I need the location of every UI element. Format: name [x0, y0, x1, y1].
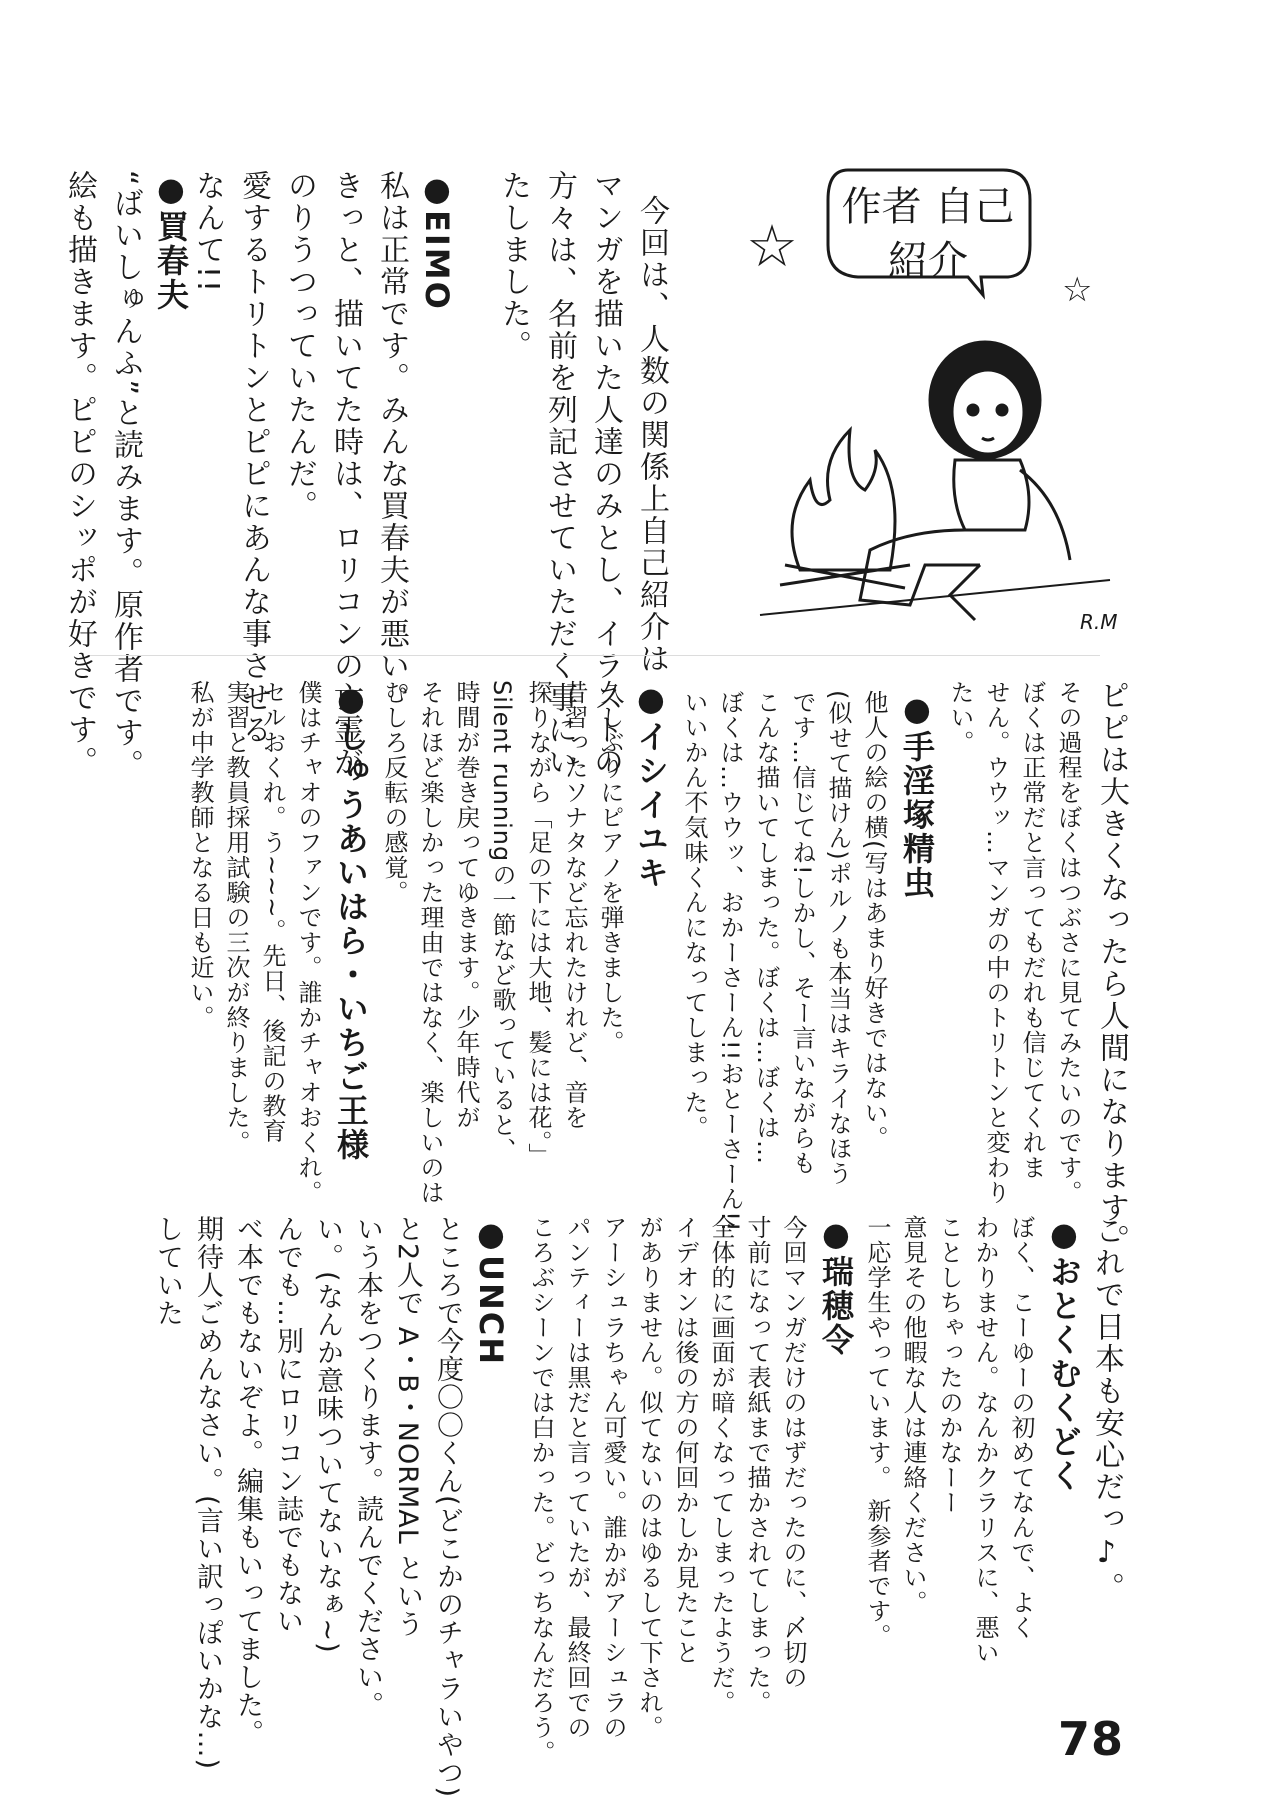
- kaiharuo-line-1: “ばいしゅんふ”と読みます。原作者です。: [108, 170, 143, 782]
- tezuka-name: ●手淫塚精虫: [898, 690, 936, 900]
- mizuho-line-4: イデオンは後の方の何回かしか見たこと: [671, 1215, 699, 1665]
- eimo-name: ●EIMO: [418, 170, 456, 311]
- otoku-line-3: ことしちゃったのかなーー: [935, 1215, 963, 1515]
- eimo-line-5: なんて!!: [190, 170, 225, 295]
- ishiyuki-line-6: それほど楽しかった理由ではなく、楽しいのは: [416, 680, 444, 1205]
- kaiharuo-name: ●買春夫: [152, 170, 190, 312]
- otoku-line-4: 意見その他暇な人は連絡ください。: [899, 1215, 927, 1615]
- unch-line-4: い。(なんか意味ついてないなぁ~): [312, 1215, 343, 1654]
- intro-line-2: マンガを描いた人達のみとし、イラストの: [588, 170, 623, 778]
- kaiharuo-line-2: 絵も描きます。ピピのシッポが好きです。: [62, 170, 97, 778]
- intro-line-3: 方々は、名前を列記させていただく事にい: [542, 170, 577, 778]
- ishiyuki-line-5: 時間が巻き戻ってゆきます。少年時代が: [452, 680, 480, 1130]
- intro-line-1: 今回は、人数の関係上自己紹介は: [634, 195, 669, 675]
- unch-name: ●UNCH: [472, 1215, 510, 1367]
- unch-line-5: んでも…別にロリコン誌でもない: [272, 1215, 303, 1635]
- mizuho-line-6: アーシュラちゃん可愛い。誰かがアーシュラの: [599, 1215, 627, 1740]
- mizuho-line-2: 寸前になって表紙まで描かされてしまった。: [743, 1215, 771, 1715]
- anshin-line: これで日本も安心だっ♪。: [1089, 1215, 1124, 1604]
- otoku-line-5: 一応学生やっています。 新参者です。: [863, 1215, 891, 1649]
- star-doodle-left-icon: ☆: [746, 212, 798, 280]
- shuaihara-line-4: 私が中学教師となる日も近い。: [186, 680, 214, 1030]
- mizuho-line-7: パンティーは黒だと言っていたが、最終回での: [563, 1215, 591, 1740]
- pipi-line-4: せん。ウウッ…マンガの中のトリトンと変わり: [982, 680, 1010, 1205]
- unch-line-7: 期待人ごめんなさい。(言い訳っぽいかな…): [192, 1215, 223, 1771]
- ishiyuki-name: ●イシイユキ: [632, 680, 670, 890]
- pipi-line-5: たい。: [946, 680, 974, 755]
- ishiyuki-line-2: 昔習ったソナタなど忘れたけれど、音を: [560, 680, 588, 1130]
- star-doodle-right-icon: ☆: [1062, 270, 1093, 310]
- unch-line-8: していた: [152, 1215, 183, 1327]
- tezuka-line-3: です…信じてね!しかし、そー言いながらも: [788, 690, 816, 1176]
- tezuka-line-5: ぼくは…ウウッ、おかーさーん!!おとーさーん!!: [716, 690, 744, 1233]
- page-number: 78: [1058, 1712, 1125, 1766]
- shuaihara-line-3: 実習と教員採用試験の三次が終りました。: [222, 680, 250, 1155]
- mizuho-line-5: がありません。似てないのはゆるして下され。: [635, 1215, 663, 1740]
- eimo-line-1: 私は正常です。みんな買春夫が悪い。: [374, 170, 409, 714]
- pipi-line-1: ピピは大きくなったら人間になります。: [1094, 680, 1129, 1256]
- shuaihara-line-2: セルおくれ。う~~~。先日、後記の教育: [258, 680, 286, 1144]
- unch-line-1: ところで今度〇〇くん(どこかのチャラいやつ): [432, 1215, 463, 1799]
- unch-line-6: べ本でもないぞよ。編集もいってました。: [232, 1215, 263, 1747]
- artist-signature: R.M: [1080, 610, 1118, 634]
- shuaihara-name: ●しゅうあいはら・いちご王様: [332, 680, 370, 1162]
- eimo-line-4: 愛するトリトンとピピにあんな事させる: [236, 170, 271, 746]
- unch-line-3: いう本をつくります。読んでください。: [352, 1215, 383, 1719]
- intro-line-4: たしました。: [496, 170, 531, 362]
- unch-line-2: と2人で A・B・NORMAL という: [392, 1215, 423, 1639]
- otoku-line-2: わかりません。なんかクラリスに、悪い: [971, 1215, 999, 1665]
- tezuka-line-1: 他人の絵の横(写はあまり好きではない。: [860, 690, 888, 1151]
- tezuka-line-2: (似せて描けん)ポルノも本当はキライなほう: [824, 690, 852, 1186]
- tezuka-line-6: いいかん不気味くんになってしまった。: [680, 690, 708, 1140]
- ishiyuki-line-7: むしろ反転の感覚。: [380, 680, 408, 905]
- pipi-line-3: ぼくは正常だと言ってもだれも信じてくれま: [1018, 680, 1046, 1180]
- eimo-line-2: きっと、描いてた時は、ロリコンの亡霊が: [328, 170, 363, 778]
- otoku-line-1: ぼく、こーゆーの初めてなんで、よく: [1007, 1215, 1035, 1640]
- girl-by-campfire-illustration: [740, 330, 1120, 630]
- mizuho-line-1: 今回マンガだけのはずだったのに、〆切の: [779, 1215, 807, 1690]
- shuaihara-line-1: 僕はチャオのファンです。誰かチャオおくれ。: [294, 680, 322, 1205]
- mizuho-line-3: 全体的に画面が暗くなってしまったようだ。: [707, 1215, 735, 1715]
- mizuho-name: ●瑞穂令: [817, 1215, 855, 1357]
- eimo-line-3: のりうつっていたんだ。: [282, 170, 317, 522]
- ishiyuki-line-4: Silent runningの一節など歌っていると、: [488, 680, 516, 1163]
- pipi-line-2: その過程をぼくはつぶさに見てみたいのです。: [1054, 680, 1082, 1205]
- tezuka-line-4: こんな描いてしまった。ぼくは…ぼくは…: [752, 690, 780, 1165]
- ishiyuki-line-1: 久しぶりにピアノを弾きました。: [596, 680, 624, 1055]
- ishiyuki-line-3: 探りながら「足の下には大地、髪には花。」: [524, 680, 552, 1168]
- otoku-name: ●おとくむくどく: [1045, 1215, 1083, 1493]
- mizuho-line-8: ころぶシーンでは白かった。どっちなんだろう。: [527, 1215, 555, 1765]
- bubble-title: 作者 自己紹介: [841, 184, 1015, 284]
- section-divider: [90, 655, 1100, 656]
